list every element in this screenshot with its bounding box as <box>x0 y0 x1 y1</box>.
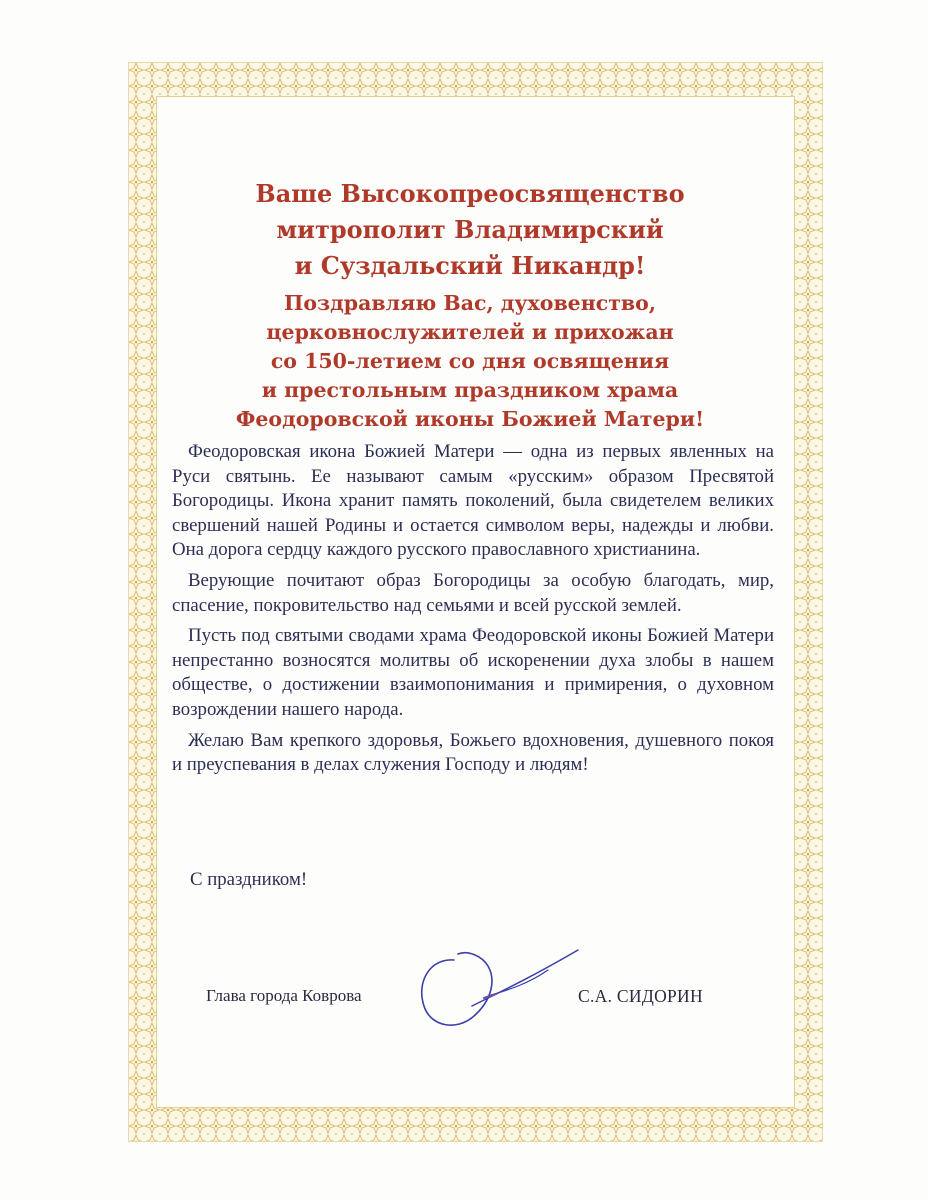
congratulation-line: Поздравляю Вас, духовенство, <box>284 291 656 315</box>
body-paragraph: Желаю Вам крепкого здоровья, Божьего вдохновения, душевного покоя и преуспевания в делах служения Господу и людям! <box>172 729 774 776</box>
signature-icon <box>410 940 590 1040</box>
congratulation-line: со 150-летием со дня освящения <box>270 349 670 373</box>
letter-body <box>172 440 774 784</box>
signatory-name: С.А. СИДОРИН <box>578 986 703 1006</box>
body-paragraph: Верующие почитают образ Богородицы за особую благодать, мир, спасение, покровительство над семьями и всей русской землей. <box>172 569 774 616</box>
addressee-line: митрополит Владимирский <box>276 215 664 244</box>
addressee-line: Ваше Высокопреосвященство <box>255 179 685 208</box>
body-paragraph: Феодоровская икона Божией Матери — одна из первых явленных на Руси святынь. Ее называют самым «русским» образом Пресвятой Богородицы. Икона хранит память поколений, была свидетелем великих свершений нашей Родины и остается символом веры, надежды и любви. Она дорога сердцу каждого русского православного христианина. <box>172 441 774 561</box>
congratulation-line: и престольным праздником храма <box>261 378 679 402</box>
congratulation-line: церковнослужителей и прихожан <box>266 320 674 344</box>
closing-greeting: С праздником! <box>190 869 308 890</box>
addressee-heading <box>160 176 780 284</box>
signatory-title: Глава города Коврова <box>206 986 362 1005</box>
body-paragraph: Пусть под святыми сводами храма Феодоровской иконы Божией Матери непрестанно возносятся молитвы об искоренении духа злобы в нашем обществе, о достижении взаимопонимания и примирения, о духовном возрождении нашего народа. <box>172 625 774 720</box>
addressee-line: и Суздальский Никандр! <box>294 251 646 280</box>
congratulation-heading <box>160 289 780 434</box>
congratulation-line: Феодоровской иконы Божией Матери! <box>235 407 705 431</box>
